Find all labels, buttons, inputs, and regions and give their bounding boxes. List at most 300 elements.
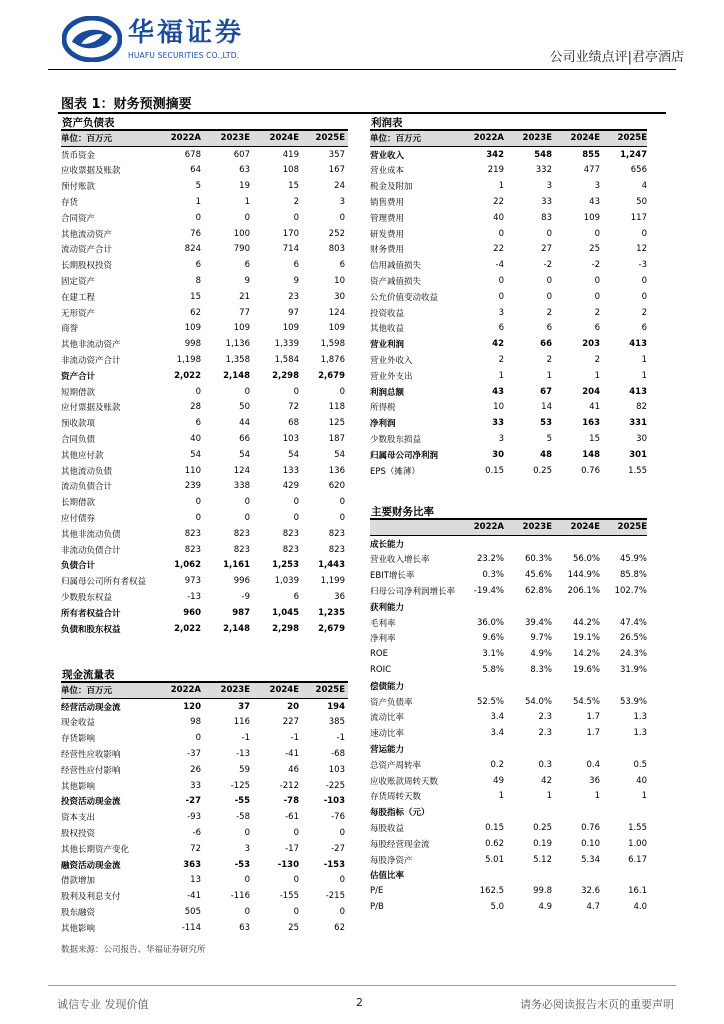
table-row [370,567,647,583]
row-value: -93 [187,812,201,823]
row-value: 103 [282,434,299,445]
row-value: 125 [328,418,345,429]
row-value: 6 [244,260,250,271]
row-value: 49 [493,775,504,786]
row-label: ROIC [370,665,392,676]
row-value: 0 [339,907,345,918]
row-label: 非流动负债合计 [61,545,121,556]
row-value: 2.3 [538,728,552,739]
row-label: 长期借款 [61,498,96,509]
row-value: 4.0 [633,902,647,913]
row-value: 0 [594,291,600,302]
cashflow-title: 现金流量表 [61,668,348,683]
table-row [370,147,647,163]
table-row [61,463,348,479]
row-value: 1 [594,370,600,381]
table-row [370,210,647,226]
row-value: 714 [282,244,299,255]
row-label: 管理费用 [370,213,405,224]
row-value: 46 [288,764,299,775]
col-header: 2023E [522,133,552,144]
row-value: 823 [328,544,345,555]
row-value: 54.5% [572,696,600,707]
table-row [370,804,647,820]
row-value: -225 [325,780,345,791]
row-value: 54.0% [524,696,552,707]
row-value: 1,136 [225,339,250,350]
row-value: 2,022 [174,623,201,634]
table-row [370,773,647,789]
row-value: -55 [234,796,250,807]
row-value: 823 [184,528,201,539]
row-value: 1,339 [274,339,299,350]
row-value: 331 [629,418,647,429]
row-value: 1 [498,370,504,381]
row-label: 财务费用 [370,245,405,256]
table-row [61,147,348,163]
table-row [370,273,647,289]
row-value: 5.8% [482,665,504,676]
row-value: 62 [334,922,345,933]
row-label: 其他影响 [61,923,96,934]
row-label: 负债和股东权益 [61,624,121,635]
unit-label: 单位：百万元 [61,686,113,697]
row-value: 33 [541,197,552,208]
row-value: 82 [636,402,647,413]
row-label: 每股经营现金流 [370,839,430,850]
row-label: 营运能力 [370,745,405,756]
table-row [61,479,348,495]
row-label: 其他收益 [370,324,405,335]
row-value: 2,022 [174,370,201,381]
row-value: 0.19 [533,838,552,849]
cashflow-header-row [61,683,348,699]
row-value: 42 [492,339,504,350]
table-row [61,510,348,526]
table-row [61,163,348,179]
row-value: 45.9% [619,554,647,565]
row-value: 1 [546,370,552,381]
row-value: 0 [244,513,250,524]
row-label: EBIT增长率 [370,571,415,582]
row-value: 3.4 [490,728,504,739]
row-value: 5 [195,181,201,192]
row-value: 167 [328,165,345,176]
row-value: 4 [641,181,647,192]
row-value: -1 [336,733,345,744]
cashflow-table [61,668,348,936]
row-value: 0.76 [581,823,600,834]
ratios-header-row [370,520,647,536]
row-value: 40 [190,434,201,445]
row-label: 合同负债 [61,435,96,446]
row-label: 营业成本 [370,166,405,177]
table-row [61,825,348,841]
ratios-title: 主要财务比率 [370,505,647,520]
table-row [370,868,647,884]
row-value: 30 [636,434,647,445]
row-value: 56.0% [572,554,600,565]
row-value: 37 [238,701,250,712]
brand-name-en: HUAFU SECURITIES CO.,LTD. [128,51,240,60]
income-statement-table [370,116,647,479]
row-label: 税金及附加 [370,182,413,193]
row-value: 357 [328,149,345,160]
row-value: -19.4% [473,586,504,597]
row-value: -2 [543,260,552,271]
figure-title: 图表 1：财务预测摘要 [61,97,192,112]
row-value: 0.5 [633,759,647,770]
row-label: 股权投资 [61,829,96,840]
row-label: 其他应付款 [61,450,104,461]
row-value: 0 [293,497,299,508]
table-row [61,431,348,447]
row-label: 无形资产 [61,308,96,319]
row-value: 6 [339,260,345,271]
row-label: 信用减值损失 [370,261,422,272]
row-value: 163 [582,418,600,429]
row-value: 5.12 [533,854,552,865]
row-label: 所得税 [370,403,396,414]
row-value: 116 [233,717,250,728]
figure-divider [58,112,666,114]
row-value: 53 [540,418,552,429]
row-label: 其他非流动负债 [61,529,121,540]
row-value: 72 [288,402,299,413]
row-value: -212 [279,780,299,791]
row-value: 2 [546,355,552,366]
row-value: 1 [498,181,504,192]
row-value: -41 [187,891,201,902]
row-value: 620 [328,481,345,492]
row-value: 76 [190,228,201,239]
row-value: 22 [493,244,504,255]
row-label: 估值比率 [370,871,405,882]
table-row [61,589,348,605]
row-value: 4.7 [586,902,600,913]
unit-label: 单位：百万元 [370,134,422,145]
row-value: 144.9% [567,570,600,581]
row-value: 4.9% [530,649,552,660]
row-value: 0 [641,276,647,287]
row-value: 98 [190,717,201,728]
row-value: -9 [241,592,250,602]
row-value: 110 [184,465,201,476]
table-row [61,273,348,289]
row-value: 40 [493,212,504,223]
row-value: 0 [293,212,299,223]
row-value: 0 [546,276,552,287]
table-row [370,431,647,447]
footer-disclaimer: 请务必阅读报告末页的重要声明 [520,998,674,1011]
row-value: 14 [541,402,552,413]
row-value: 0 [641,228,647,239]
row-value: 72 [190,843,201,854]
table-row [370,725,647,741]
row-value: 85.8% [619,570,647,581]
row-value: 824 [184,244,201,255]
row-value: 54 [190,449,201,460]
row-value: 1.7 [586,728,600,739]
row-value: 15 [589,434,600,445]
row-label: EPS（摊薄） [370,466,420,477]
row-value: 987 [232,607,250,618]
row-label: 合同资产 [61,213,96,224]
row-value: 100 [233,228,250,239]
row-value: 0 [195,513,201,524]
row-value: 0 [339,828,345,839]
row-label: 在建工程 [61,292,96,303]
row-value: 998 [184,339,201,350]
row-value: 148 [582,449,600,460]
row-value: 15 [190,291,201,302]
row-value: 823 [184,544,201,555]
row-value: 385 [328,717,345,728]
row-value: 2 [641,307,647,318]
row-value: 1 [498,791,504,802]
table-row [61,368,348,384]
row-value: -61 [285,812,299,823]
row-value: 23 [288,291,299,302]
table-row [370,536,647,552]
row-value: 63 [239,922,250,933]
row-value: 27 [541,244,552,255]
table-row [61,762,348,778]
table-row [370,415,647,431]
row-value: 40 [636,775,647,786]
row-value: -103 [323,796,345,807]
row-value: 803 [328,244,345,255]
row-value: 0 [339,386,345,397]
row-value: 6 [293,592,299,602]
row-value: 1 [594,791,600,802]
row-value: 26.5% [619,633,647,644]
row-value: 1,358 [225,355,250,366]
col-header: 2023E [220,685,250,696]
row-value: 42 [541,775,552,786]
row-value: 3.4 [490,712,504,723]
row-value: 31.9% [619,665,647,676]
row-value: -76 [331,812,345,823]
table-row [370,447,647,463]
income-statement-title: 利润表 [370,116,647,131]
table-row [61,794,348,810]
row-value: 62.8% [524,586,552,597]
table-row [61,904,348,920]
row-label: 长期股权投资 [61,261,113,272]
row-value: -27 [185,796,201,807]
row-value: 1,198 [176,355,201,366]
row-label: 非流动资产合计 [61,356,121,367]
row-value: 64 [190,165,201,176]
balance-sheet-header-row [61,131,348,147]
row-label: 每股净资产 [370,855,413,866]
table-row [61,542,348,558]
row-value: 194 [327,701,345,712]
row-label: 资本支出 [61,813,96,824]
row-value: 1 [546,791,552,802]
row-value: 25 [589,244,600,255]
table-row [370,615,647,631]
row-label: 资产减值损失 [370,277,422,288]
row-value: 823 [328,528,345,539]
row-value: 12 [636,244,647,255]
row-label: 预收款项 [61,419,96,430]
row-value: 109 [184,323,201,334]
row-value: 1.3 [633,712,647,723]
table-row [370,662,647,678]
row-value: 6 [594,323,600,334]
row-value: 21 [239,291,250,302]
row-value: 1,876 [320,355,345,366]
row-value: 2,148 [223,623,250,634]
table-row [61,321,348,337]
row-value: 36 [334,592,345,602]
table-row [370,463,647,479]
row-value: 239 [184,481,201,492]
row-label: 总资产周转率 [370,760,422,771]
row-value: -155 [279,891,299,902]
row-label: 借款增加 [61,876,96,887]
row-label: 投资收益 [370,308,405,319]
row-value: 36 [589,775,600,786]
row-label: 股东融资 [61,908,96,919]
row-value: 22 [493,197,504,208]
row-label: 其他非流动资产 [61,340,121,351]
table-row [370,289,647,305]
row-value: 0.25 [533,823,552,834]
row-value: 0.4 [586,759,600,770]
row-value: 0 [195,497,201,508]
table-row [370,305,647,321]
row-value: 607 [233,149,250,160]
row-value: 2 [293,197,299,208]
col-header: 2024E [269,685,299,696]
row-label: 少数股东权益 [61,593,113,603]
row-value: 0 [546,291,552,302]
table-row [61,888,348,904]
row-label: 资产合计 [61,371,96,382]
row-value: -6 [192,828,201,839]
row-value: 99.8 [533,886,552,897]
row-label: 营业收入增长率 [370,555,430,566]
row-value: 342 [486,149,504,160]
row-value: -27 [331,843,345,854]
row-value: 0 [594,276,600,287]
row-label: 研发费用 [370,229,405,240]
table-row [370,820,647,836]
row-value: 0.25 [533,465,552,476]
row-value: 996 [233,576,250,587]
row-value: 1,199 [320,576,345,587]
row-value: 1.3 [633,728,647,739]
row-label: 应收账款周转天数 [370,776,439,787]
row-value: 109 [233,323,250,334]
row-value: 32.6 [581,886,600,897]
row-value: 6 [293,260,299,271]
row-value: 133 [282,465,299,476]
row-value: 60.3% [524,554,552,565]
row-value: 790 [233,244,250,255]
col-header: 2025E [315,133,345,144]
row-value: 0 [293,875,299,886]
row-label: 毛利率 [370,618,396,629]
table-row [370,789,647,805]
row-value: 47.4% [619,617,647,628]
row-label: 净利润 [370,419,396,430]
table-row [370,336,647,352]
table-row [61,605,348,621]
row-value: 2,679 [318,623,345,634]
table-row [370,836,647,852]
row-value: 54 [334,449,345,460]
table-row [370,321,647,337]
row-value: 33 [492,418,504,429]
row-value: -1 [290,733,299,744]
row-value: 0 [594,228,600,239]
row-value: 66 [239,434,250,445]
row-value: 2,298 [272,623,299,634]
row-value: 24.3% [619,649,647,660]
table-row [61,289,348,305]
col-header: 2023E [522,522,552,533]
row-value: 9 [244,276,250,287]
row-value: 1,235 [318,607,345,618]
row-value: 5.0 [490,902,504,913]
row-label: 固定资产 [61,277,96,288]
row-label: 流动负债合计 [61,482,113,493]
row-value: 0 [339,212,345,223]
row-value: 109 [583,212,600,223]
row-value: -125 [230,780,250,791]
row-value: 19 [239,181,250,192]
table-row [370,163,647,179]
footer-divider [48,985,676,986]
table-row [61,841,348,857]
row-value: 0 [546,228,552,239]
row-value: 823 [233,528,250,539]
row-value: 8.3% [530,665,552,676]
row-value: 206.1% [567,586,600,597]
row-value: 103 [328,764,345,775]
row-label: 预付账款 [61,182,96,193]
table-row [61,857,348,873]
row-label: 现金收益 [61,718,96,729]
table-row [370,883,647,899]
row-label: 销售费用 [370,198,405,209]
row-value: 15 [288,181,299,192]
row-value: 973 [184,576,201,587]
row-value: 505 [184,907,201,918]
row-value: -153 [323,859,345,870]
row-value: 117 [630,212,647,223]
company-logo [62,16,282,66]
row-value: 0.3% [482,570,504,581]
row-value: 548 [534,149,552,160]
row-value: 0.76 [581,465,600,476]
table-row [370,583,647,599]
row-value: 363 [183,859,201,870]
col-header: 2025E [315,685,345,696]
row-value: -215 [325,891,345,902]
row-value: 429 [282,481,299,492]
table-row [61,194,348,210]
row-value: 3 [498,434,504,445]
row-value: 960 [183,607,201,618]
row-value: 3 [594,181,600,192]
row-value: 14.2% [572,649,600,660]
row-value: 3 [244,843,250,854]
